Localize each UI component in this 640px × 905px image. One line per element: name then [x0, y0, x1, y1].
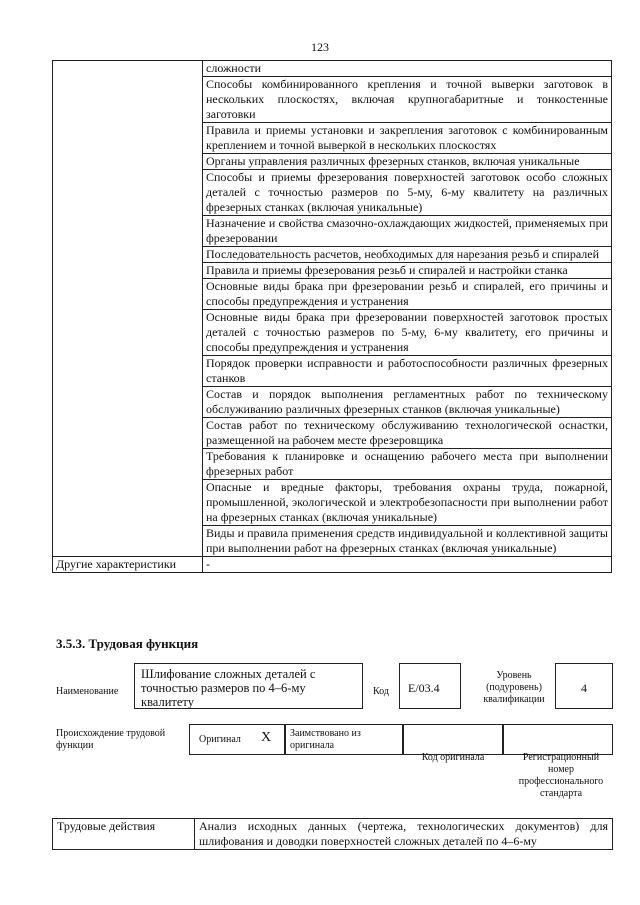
- knowledge-cell: Требования к планировке и оснащению рабочего места при выполнении фрезерных работ: [203, 449, 612, 480]
- reg-number-label: Регистрационный номер профессионального стандарта: [518, 752, 604, 799]
- actions-label: Трудовые действия: [53, 819, 195, 850]
- name-value: Шлифование сложных деталей с точностью размеров по 4–6-му квалитету: [141, 667, 316, 709]
- knowledge-cell: Органы управления различных фрезерных станков, включая уникальные: [203, 154, 612, 170]
- level-box: [555, 663, 613, 709]
- knowledge-cell: Порядок проверки исправности и работоспособности различных фрезерных станков: [203, 356, 612, 387]
- knowledge-cell: Назначение и свойства смазочно-охлаждающих жидкостей, применяемых при фрезеровании: [203, 216, 612, 247]
- original-label: Оригинал: [199, 734, 241, 745]
- origin-label: Происхождение трудовой функции: [56, 728, 166, 751]
- knowledge-cell: Основные виды брака при фрезеровании поверхностей заготовок простых деталей с точностью размеров по 5-му, 6-му квалитету, его причины и способы предупреждения и устранения: [203, 310, 612, 356]
- level-value: 4: [581, 681, 587, 695]
- page-number: 123: [311, 40, 329, 54]
- name-box: [134, 663, 363, 709]
- borrowed-label: Заимствовано из оригинала: [290, 728, 361, 751]
- level-label: Уровень (подуровень) квалификации: [483, 670, 545, 705]
- table-row: [53, 819, 613, 850]
- code-value: E/03.4: [408, 681, 440, 695]
- reg-number-box: [503, 724, 613, 755]
- knowledge-cell: Состав работ по техническому обслуживанию технологической оснастки, размещенной на рабочем месте фрезеровщика: [203, 418, 612, 449]
- section-title: 3.5.3. Трудовая функция: [56, 636, 199, 651]
- table-row: [53, 557, 612, 573]
- knowledge-cell: Состав и порядок выполнения регламентных работ по техническому обслуживанию различных фрезерных станков (включая уникальные): [203, 387, 612, 418]
- borrowed-box: [285, 724, 403, 755]
- original-box: [189, 724, 285, 755]
- name-label: Наименование: [56, 686, 119, 697]
- knowledge-cell: Последовательность расчетов, необходимых для нарезания резьб и спиралей: [203, 247, 612, 263]
- actions-table: [52, 818, 613, 850]
- knowledge-cell: Виды и правила применения средств индивидуальной и коллективной защиты при выполнении работ на фрезерных станках (включая уникальные): [203, 526, 612, 557]
- knowledge-cell: Способы и приемы фрезерования поверхностей заготовок особо сложных деталей с точностью размеров по 5-му, 6-му квалитету на различных фрезерных станках (включая уникальные): [203, 170, 612, 216]
- knowledge-cell: Опасные и вредные факторы, требования охраны труда, пожарной, промышленной, экологической и электробезопасности при выполнении работ на фрезерных станках (включая уникальные): [203, 480, 612, 526]
- knowledge-cell: Правила и приемы фрезерования резьб и спиралей и настройки станка: [203, 263, 612, 279]
- other-characteristics-label: Другие характеристики: [53, 557, 203, 573]
- code-original-box: [403, 724, 503, 755]
- knowledge-cell: сложности: [203, 61, 612, 77]
- original-mark: X: [261, 730, 272, 745]
- knowledge-cell: Основные виды брака при фрезеровании резьб и спиралей, его причины и способы предупреждения и устранения: [203, 279, 612, 310]
- code-label: Код: [373, 686, 389, 697]
- knowledge-cell: Способы комбинированного крепления и точной выверки заготовок в нескольких плоскостях, включая крупногабаритные и тонкостенные заготовки: [203, 77, 612, 123]
- code-original-label: Код оригинала: [421, 752, 485, 763]
- row-label-cell: [53, 61, 203, 557]
- table-row: [53, 61, 612, 77]
- knowledge-cell: Правила и приемы установки и закрепления заготовок с комбинированным креплением и точной выверкой в нескольких плоскостях: [203, 123, 612, 154]
- other-characteristics-value: -: [203, 557, 612, 573]
- actions-text: Анализ исходных данных (чертежа, технологических документов) для шлифования и доводки поверхностей сложных деталей по 4–6-му: [195, 819, 613, 850]
- knowledge-table: [52, 60, 612, 573]
- code-box: [399, 663, 461, 709]
